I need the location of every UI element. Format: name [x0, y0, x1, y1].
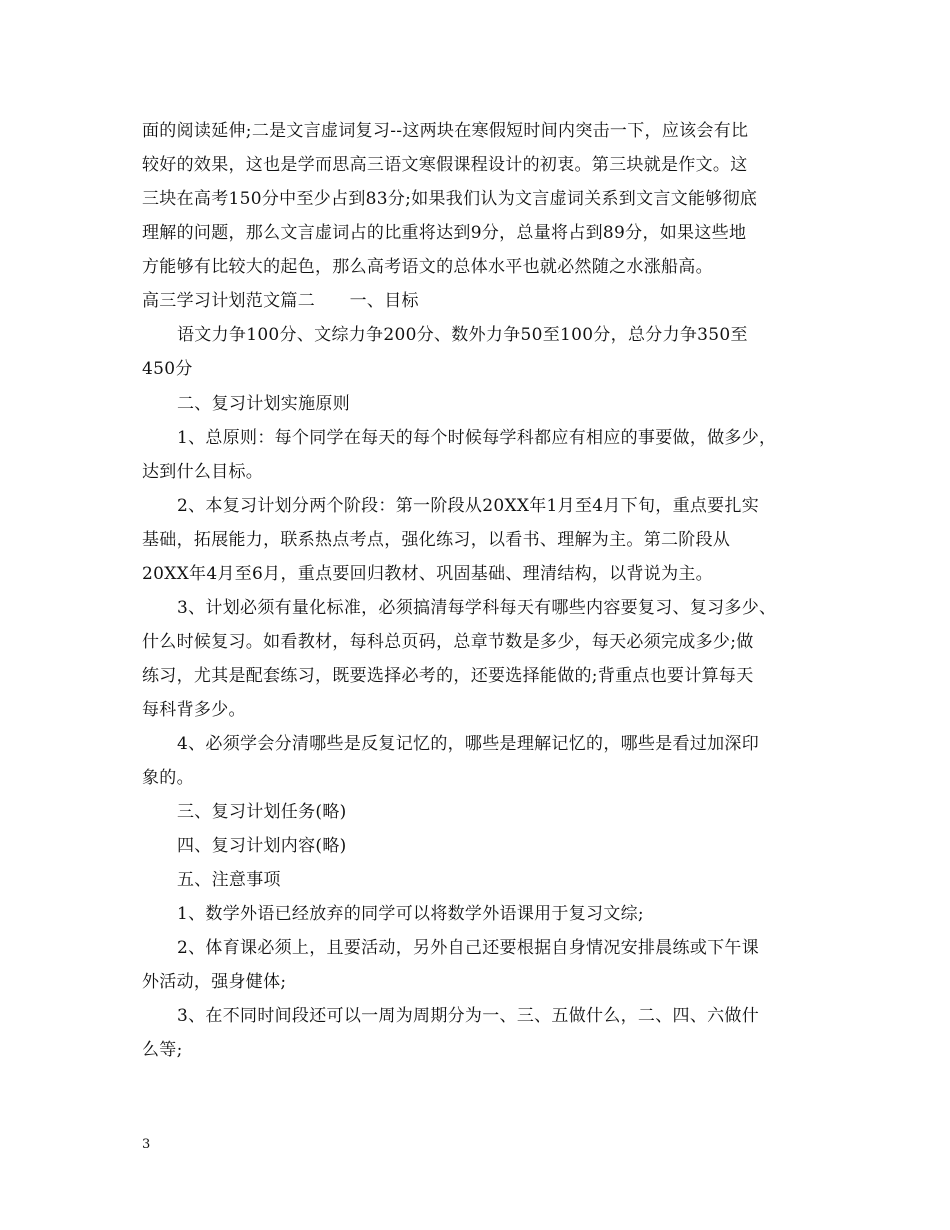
text-line: 每科背多少。	[142, 700, 246, 720]
section-heading: 高三学习计划范文篇二 一、目标	[142, 291, 419, 311]
text-line: 20XX年4月至6月，重点要回归教材、巩固基础、理清结构，以背说为主。	[142, 564, 713, 584]
text-line: 2、体育课必须上，且要活动，另外自己还要根据自身情况安排晨练或下午课	[177, 938, 760, 958]
text-line: 3、计划必须有量化标准，必须搞清每学科每天有哪些内容要复习、复习多少、	[177, 598, 777, 618]
text-line: 1、总原则：每个同学在每天的每个时候每学科都应有相应的事要做，做多少，	[177, 428, 777, 448]
text-line: 1、数学外语已经放弃的同学可以将数学外语课用于复习文综;	[177, 904, 644, 924]
section-heading: 五、注意事项	[177, 870, 281, 890]
text-line: 4、必须学会分清哪些是反复记忆的，哪些是理解记忆的，哪些是看过加深印	[177, 734, 760, 754]
section-heading: 四、复习计划内容(略)	[177, 836, 347, 856]
text-line: 练习，尤其是配套练习，既要选择必考的，还要选择能做的;背重点也要计算每天	[142, 666, 754, 686]
text-line: 3、在不同时间段还可以一周为周期分为一、三、五做什么，二、四、六做什	[177, 1006, 760, 1026]
text-line: 达到什么目标。	[142, 462, 264, 482]
text-line: 语文力争100分、文综力争200分、数外力争50至100分，总分力争350至	[177, 325, 748, 345]
text-line: 理解的问题，那么文言虚词占的比重将达到9分，总量将占到89分，如果这些地	[142, 223, 747, 243]
text-line: 450分	[142, 359, 193, 379]
text-line: 外活动，强身健体;	[142, 972, 287, 992]
text-line: 2、本复习计划分两个阶段：第一阶段从20XX年1月至4月下旬，重点要扎实	[177, 496, 760, 516]
page-number: 3	[142, 1137, 151, 1152]
text-line: 象的。	[142, 768, 194, 788]
text-line: 三块在高考150分中至少占到83分;如果我们认为文言虚词关系到文言文能够彻底	[142, 189, 758, 209]
text-line: 基础，拓展能力，联系热点考点，强化练习，以看书、理解为主。第二阶段从	[142, 530, 731, 550]
text-line: 面的阅读延伸;二是文言虚词复习--这两块在寒假短时间内突击一下，应该会有比	[142, 121, 749, 141]
text-line: 么等;	[142, 1040, 183, 1060]
section-heading: 二、复习计划实施原则	[177, 394, 350, 414]
text-line: 什么时候复习。如看教材，每科总页码，总章节数是多少，每天必须完成多少;做	[142, 632, 754, 652]
text-line: 方能够有比较大的起色，那么高考语文的总体水平也就必然随之水涨船高。	[142, 257, 713, 277]
section-heading: 三、复习计划任务(略)	[177, 802, 347, 822]
text-line: 较好的效果，这也是学而思高三语文寒假课程设计的初衷。第三块就是作文。这	[142, 155, 748, 175]
